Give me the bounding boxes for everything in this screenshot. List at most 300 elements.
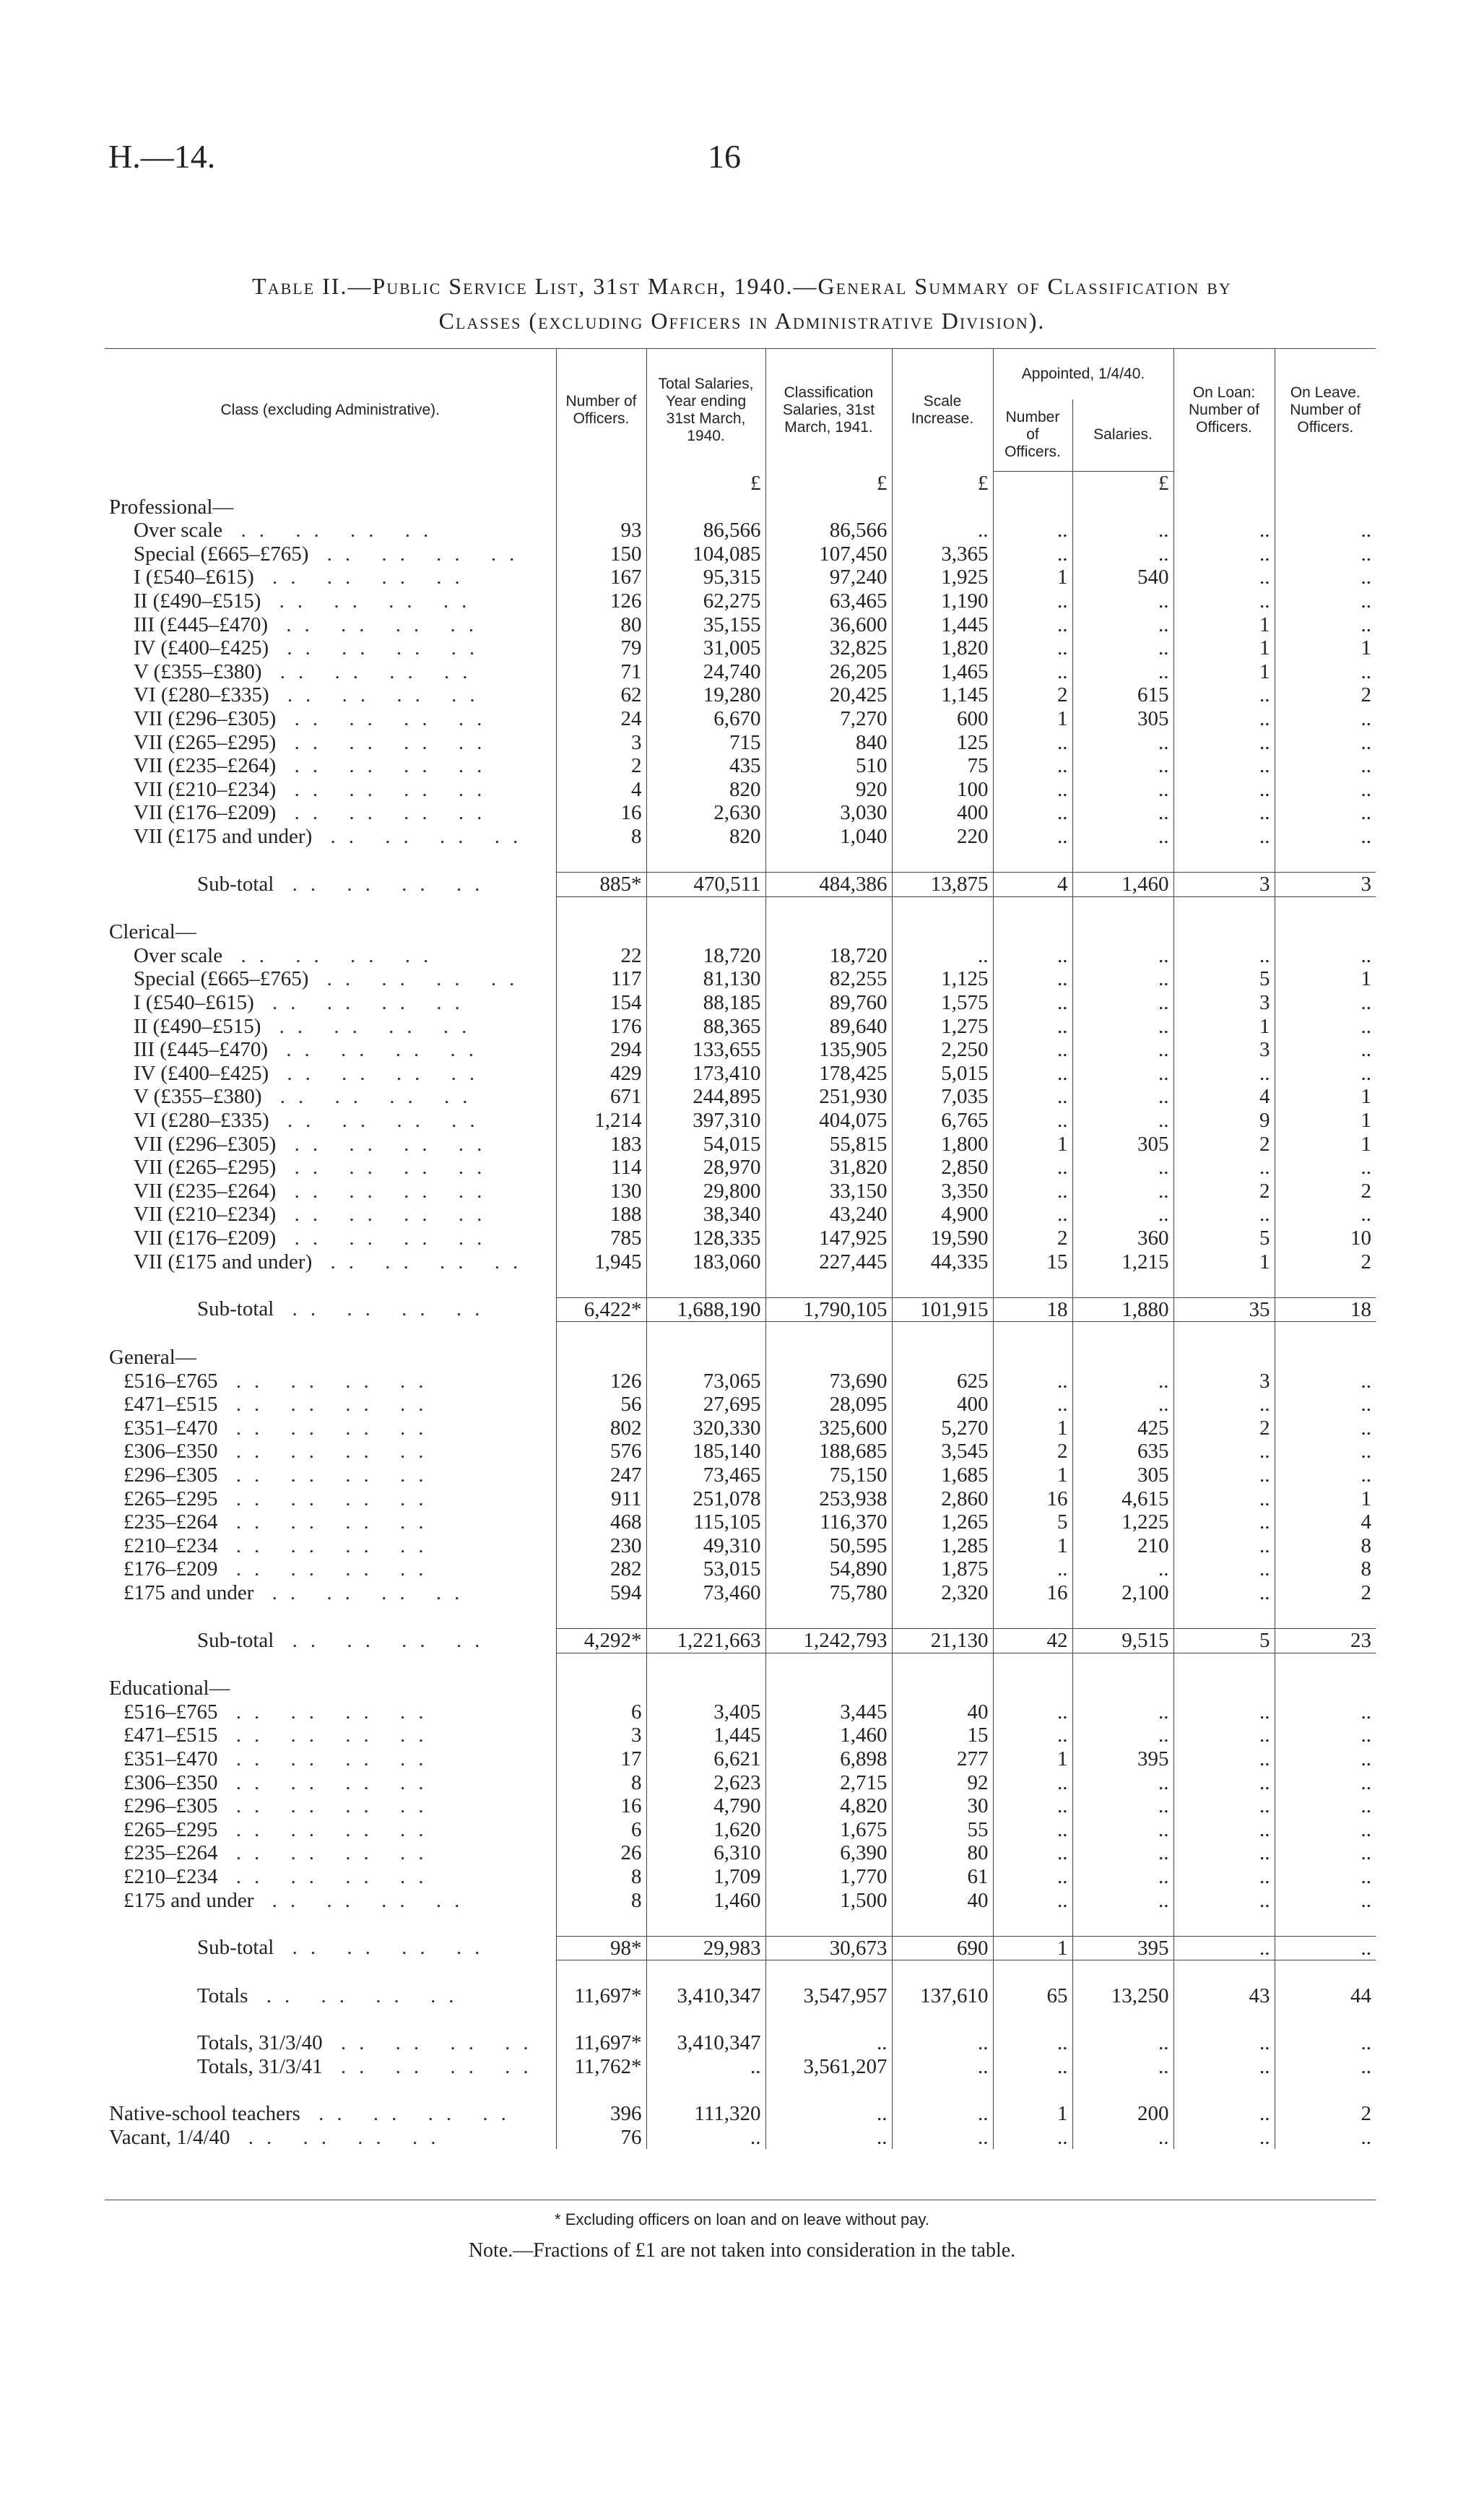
table-row bbox=[105, 1015, 1376, 1039]
value-cell: .. bbox=[1072, 1771, 1173, 1795]
value-cell: 671 bbox=[556, 1085, 646, 1109]
footnote-fractions: Note.—Fractions of £1 are not taken into consideration in the table. bbox=[468, 2239, 1016, 2262]
value-cell: .. bbox=[1275, 1818, 1376, 1842]
row-label bbox=[105, 589, 556, 613]
row-label bbox=[105, 1133, 556, 1156]
value-cell: 690 bbox=[892, 1936, 993, 1960]
row-label bbox=[105, 613, 556, 637]
row-label-text: VII (£235–£264) bbox=[134, 1179, 277, 1203]
row-label bbox=[105, 731, 556, 755]
value-cell: 7,035 bbox=[892, 1085, 993, 1109]
value-cell: .. bbox=[993, 801, 1072, 825]
table-row bbox=[105, 707, 1376, 731]
value-cell: 176 bbox=[556, 1015, 646, 1039]
row-label-text: Totals, 31/3/41 bbox=[197, 2054, 323, 2078]
row-label bbox=[105, 1700, 556, 1724]
value-cell: 35,155 bbox=[646, 613, 765, 637]
value-cell: 5 bbox=[1173, 1227, 1275, 1250]
value-cell: .. bbox=[1275, 731, 1376, 755]
empty-cell bbox=[556, 920, 646, 944]
value-cell: .. bbox=[1072, 731, 1173, 755]
value-cell: .. bbox=[993, 1038, 1072, 1062]
spacer-cell bbox=[105, 1912, 556, 1936]
value-cell: 15 bbox=[993, 1250, 1072, 1274]
empty-cell bbox=[892, 1677, 993, 1700]
value-cell: 75 bbox=[892, 754, 993, 778]
value-cell: .. bbox=[1275, 1771, 1376, 1795]
section-heading-row bbox=[105, 1677, 1376, 1700]
value-cell: 2 bbox=[993, 683, 1072, 707]
value-cell: .. bbox=[1275, 754, 1376, 778]
leader-dots: .. .. .. .. bbox=[322, 2054, 542, 2078]
col-num-officers-header: Number of Officers. bbox=[556, 349, 646, 472]
col-on-leave-header: On Leave. Number of Officers. bbox=[1275, 349, 1376, 472]
table-header bbox=[105, 349, 1376, 472]
value-cell: 23 bbox=[1275, 1629, 1376, 1653]
currency-cell bbox=[993, 472, 1072, 496]
value-cell: 75,780 bbox=[765, 1581, 892, 1605]
value-cell: 820 bbox=[646, 825, 765, 849]
leader-dots: .. .. .. .. bbox=[217, 1865, 437, 1889]
value-cell: 1,675 bbox=[765, 1818, 892, 1842]
value-cell: 95,315 bbox=[646, 566, 765, 589]
value-cell: .. bbox=[1173, 2126, 1275, 2150]
value-cell: .. bbox=[1173, 1557, 1275, 1581]
currency-cell: £ bbox=[646, 472, 765, 496]
value-cell: .. bbox=[993, 589, 1072, 613]
value-cell: 11,697* bbox=[556, 1984, 646, 2008]
table-row bbox=[105, 1794, 1376, 1818]
value-cell: 82,255 bbox=[765, 967, 892, 991]
empty-cell bbox=[1173, 1677, 1275, 1700]
row-label bbox=[105, 1724, 556, 1747]
value-cell: 3,365 bbox=[892, 542, 993, 566]
value-cell: 435 bbox=[646, 754, 765, 778]
row-label bbox=[105, 1747, 556, 1771]
row-label-text: £175 and under bbox=[123, 1581, 254, 1604]
value-cell: .. bbox=[765, 2031, 892, 2055]
currency-cell: £ bbox=[765, 472, 892, 496]
spacer-cell bbox=[765, 849, 892, 873]
table-row bbox=[105, 1534, 1376, 1558]
value-cell: 1,800 bbox=[892, 1133, 993, 1156]
row-label bbox=[105, 1015, 556, 1039]
value-cell: 1,275 bbox=[892, 1015, 993, 1039]
value-cell: .. bbox=[1275, 1841, 1376, 1865]
value-cell: .. bbox=[1173, 1062, 1275, 1086]
value-cell: 3 bbox=[1275, 873, 1376, 897]
value-cell: 600 bbox=[892, 707, 993, 731]
value-cell: 38,340 bbox=[646, 1203, 765, 1227]
value-cell: 2,100 bbox=[1072, 1581, 1173, 1605]
row-label-text: VII (£296–£305) bbox=[134, 1132, 277, 1156]
row-label-text: Totals bbox=[197, 1984, 248, 2007]
value-cell: 7,270 bbox=[765, 707, 892, 731]
row-label-text: £210–£234 bbox=[123, 1534, 218, 1557]
col-classification-salaries-header: Classification Salaries, 31st March, 1941. bbox=[765, 349, 892, 472]
row-label-text: II (£490–£515) bbox=[134, 1014, 261, 1038]
row-label bbox=[105, 1865, 556, 1889]
spacer-cell bbox=[892, 2078, 993, 2102]
value-cell: .. bbox=[1275, 2126, 1376, 2150]
value-cell: 1 bbox=[1275, 1085, 1376, 1109]
spacer-row bbox=[105, 896, 1376, 920]
value-cell: 1,880 bbox=[1072, 1297, 1173, 1322]
row-label bbox=[105, 1250, 556, 1274]
value-cell: .. bbox=[993, 944, 1072, 968]
value-cell: 396 bbox=[556, 2102, 646, 2126]
spacer-cell bbox=[1275, 1274, 1376, 1297]
value-cell: .. bbox=[993, 1085, 1072, 1109]
value-cell: 88,365 bbox=[646, 1015, 765, 1039]
row-label-text: VI (£280–£335) bbox=[134, 1109, 269, 1133]
spacer-row bbox=[105, 1653, 1376, 1677]
value-cell: .. bbox=[993, 660, 1072, 684]
spacer-cell bbox=[765, 1912, 892, 1936]
row-label bbox=[105, 707, 556, 731]
row-label-text: Sub-total bbox=[197, 1297, 274, 1321]
leader-dots: .. .. .. .. bbox=[217, 1369, 437, 1393]
spacer-cell bbox=[1173, 1653, 1275, 1677]
value-cell: .. bbox=[993, 1203, 1072, 1227]
row-label-text: Totals, 31/3/40 bbox=[197, 2031, 323, 2055]
spacer-cell bbox=[765, 896, 892, 920]
value-cell: 3,561,207 bbox=[765, 2055, 892, 2079]
spacer-cell bbox=[646, 1322, 765, 1346]
row-label-text: V (£355–£380) bbox=[134, 660, 262, 683]
value-cell: .. bbox=[1072, 1724, 1173, 1747]
leader-dots: .. .. .. .. bbox=[217, 1747, 437, 1771]
value-cell: 425 bbox=[1072, 1417, 1173, 1440]
value-cell: .. bbox=[1275, 991, 1376, 1015]
leader-dots: .. .. .. .. bbox=[274, 1297, 493, 1321]
value-cell: 18 bbox=[1275, 1297, 1376, 1322]
table-row bbox=[105, 1700, 1376, 1724]
value-cell: .. bbox=[1275, 566, 1376, 589]
value-cell: .. bbox=[1275, 1440, 1376, 1463]
spacer-cell bbox=[646, 2078, 765, 2102]
value-cell: .. bbox=[1173, 707, 1275, 731]
value-cell: 6,765 bbox=[892, 1109, 993, 1133]
spacer-cell bbox=[556, 1960, 646, 1984]
table-row bbox=[105, 589, 1376, 613]
value-cell: 16 bbox=[993, 1581, 1072, 1605]
value-cell: 2 bbox=[1275, 1581, 1376, 1605]
value-cell: .. bbox=[1173, 1747, 1275, 1771]
table-row bbox=[105, 801, 1376, 825]
value-cell: 178,425 bbox=[765, 1062, 892, 1086]
value-cell: 49,310 bbox=[646, 1534, 765, 1558]
value-cell: .. bbox=[1275, 1889, 1376, 1913]
table-row bbox=[105, 519, 1376, 542]
value-cell: .. bbox=[1275, 519, 1376, 542]
value-cell: .. bbox=[993, 1370, 1072, 1393]
value-cell: .. bbox=[1275, 801, 1376, 825]
value-cell: .. bbox=[1173, 1865, 1275, 1889]
section-heading-row bbox=[105, 920, 1376, 944]
row-label bbox=[105, 566, 556, 589]
row-label-text: I (£540–£615) bbox=[134, 566, 254, 589]
value-cell: 133,655 bbox=[646, 1038, 765, 1062]
table-row bbox=[105, 636, 1376, 660]
row-label-text: £516–£765 bbox=[123, 1700, 218, 1724]
section-heading-row bbox=[105, 1346, 1376, 1370]
value-cell: 3,547,957 bbox=[765, 1984, 892, 2008]
value-cell: 2 bbox=[556, 754, 646, 778]
value-cell: 253,938 bbox=[765, 1487, 892, 1511]
value-cell: 56 bbox=[556, 1393, 646, 1417]
value-cell: 1,500 bbox=[765, 1889, 892, 1913]
spacer-cell bbox=[765, 1274, 892, 1297]
spacer-row bbox=[105, 2008, 1376, 2032]
value-cell: .. bbox=[1275, 1038, 1376, 1062]
table-row bbox=[105, 1510, 1376, 1534]
leader-dots: .. .. .. .. bbox=[276, 1132, 495, 1156]
value-cell: 395 bbox=[1072, 1936, 1173, 1960]
value-cell: 210 bbox=[1072, 1534, 1173, 1558]
value-cell: 576 bbox=[556, 1440, 646, 1463]
leader-dots: .. .. .. .. bbox=[276, 777, 495, 801]
table-row bbox=[105, 1771, 1376, 1795]
value-cell: .. bbox=[1173, 1771, 1275, 1795]
spacer-cell bbox=[1275, 1322, 1376, 1346]
value-cell: .. bbox=[1173, 1818, 1275, 1842]
value-cell: 173,410 bbox=[646, 1062, 765, 1086]
value-cell: .. bbox=[1072, 1889, 1173, 1913]
leader-dots: .. .. .. .. bbox=[276, 801, 495, 825]
value-cell: .. bbox=[892, 2126, 993, 2150]
spacer-cell bbox=[892, 1653, 993, 1677]
value-cell: 885* bbox=[556, 873, 646, 897]
value-cell: 31,820 bbox=[765, 1156, 892, 1180]
row-label-text: £516–£765 bbox=[123, 1369, 218, 1393]
table-row bbox=[105, 1062, 1376, 1086]
value-cell: 89,760 bbox=[765, 991, 892, 1015]
empty-cell bbox=[993, 1677, 1072, 1700]
empty-cell bbox=[765, 1677, 892, 1700]
spacer-cell bbox=[556, 2008, 646, 2032]
value-cell: 54,015 bbox=[646, 1133, 765, 1156]
value-cell: .. bbox=[1275, 2031, 1376, 2055]
value-cell: 400 bbox=[892, 1393, 993, 1417]
value-cell: 1,445 bbox=[892, 613, 993, 637]
value-cell: 73,065 bbox=[646, 1370, 765, 1393]
value-cell: 470,511 bbox=[646, 873, 765, 897]
value-cell: .. bbox=[1072, 967, 1173, 991]
value-cell: .. bbox=[1072, 613, 1173, 637]
empty-cell bbox=[556, 1677, 646, 1700]
value-cell: 227,445 bbox=[765, 1250, 892, 1274]
value-cell: 188,685 bbox=[765, 1440, 892, 1463]
value-cell: .. bbox=[993, 967, 1072, 991]
row-label bbox=[105, 1771, 556, 1795]
value-cell: 1 bbox=[1173, 636, 1275, 660]
value-cell: .. bbox=[1072, 1700, 1173, 1724]
table-row bbox=[105, 660, 1376, 684]
leader-dots: .. .. .. .. bbox=[253, 1888, 473, 1912]
value-cell: .. bbox=[1072, 778, 1173, 802]
value-cell: .. bbox=[1173, 2055, 1275, 2079]
value-cell: .. bbox=[765, 2102, 892, 2126]
value-cell: .. bbox=[1173, 778, 1275, 802]
value-cell: 137,610 bbox=[892, 1984, 993, 2008]
leader-dots: .. .. .. .. bbox=[217, 1770, 437, 1794]
spacer-cell bbox=[993, 1960, 1072, 1984]
value-cell: .. bbox=[1173, 2102, 1275, 2126]
value-cell: 35 bbox=[1173, 1297, 1275, 1322]
spacer-cell bbox=[1275, 1960, 1376, 1984]
value-cell: 4 bbox=[993, 873, 1072, 897]
value-cell: 6,670 bbox=[646, 707, 765, 731]
row-label bbox=[105, 1417, 556, 1440]
value-cell: 397,310 bbox=[646, 1109, 765, 1133]
currency-cell: £ bbox=[1072, 472, 1173, 496]
value-cell: 4 bbox=[1275, 1510, 1376, 1534]
spacer-cell bbox=[556, 849, 646, 873]
value-cell: 2,250 bbox=[892, 1038, 993, 1062]
spacer-cell bbox=[556, 1274, 646, 1297]
value-cell: 244,895 bbox=[646, 1085, 765, 1109]
value-cell: 16 bbox=[556, 801, 646, 825]
table-row bbox=[105, 1865, 1376, 1889]
table-row bbox=[105, 1203, 1376, 1227]
spacer-cell bbox=[1275, 1605, 1376, 1629]
spacer-cell bbox=[993, 1605, 1072, 1629]
spacer-cell bbox=[892, 1605, 993, 1629]
row-label-text: £265–£295 bbox=[123, 1487, 218, 1510]
empty-cell bbox=[646, 920, 765, 944]
row-label-text: Native-school teachers bbox=[109, 2101, 300, 2125]
leader-dots: .. .. .. .. bbox=[253, 566, 473, 589]
row-label-text: Sub-total bbox=[197, 872, 274, 896]
value-cell: 3 bbox=[1173, 1370, 1275, 1393]
value-cell: 277 bbox=[892, 1747, 993, 1771]
value-cell: 167 bbox=[556, 566, 646, 589]
value-cell: 1,040 bbox=[765, 825, 892, 849]
leader-dots: .. .. .. .. bbox=[217, 1841, 437, 1865]
spacer-cell bbox=[1275, 1653, 1376, 1677]
value-cell: 1 bbox=[1275, 967, 1376, 991]
value-cell: 540 bbox=[1072, 566, 1173, 589]
value-cell: 3,030 bbox=[765, 801, 892, 825]
leader-dots: .. .. .. .. bbox=[217, 1817, 437, 1841]
subtotal-row bbox=[105, 873, 1376, 897]
table-row bbox=[105, 991, 1376, 1015]
value-cell: 4,615 bbox=[1072, 1487, 1173, 1511]
value-cell: .. bbox=[1072, 519, 1173, 542]
value-cell: .. bbox=[1275, 825, 1376, 849]
value-cell: 79 bbox=[556, 636, 646, 660]
value-cell: 98* bbox=[556, 1936, 646, 1960]
value-cell: .. bbox=[1072, 1557, 1173, 1581]
value-cell: .. bbox=[1173, 1487, 1275, 1511]
row-label-text: Vacant, 1/4/40 bbox=[109, 2125, 230, 2149]
value-cell: .. bbox=[1173, 1156, 1275, 1180]
row-label-text: £265–£295 bbox=[123, 1817, 218, 1841]
spacer-cell bbox=[105, 896, 556, 920]
spacer-cell bbox=[105, 2008, 556, 2032]
value-cell: .. bbox=[993, 991, 1072, 1015]
spacer-cell bbox=[105, 1653, 556, 1677]
value-cell: 86,566 bbox=[765, 519, 892, 542]
row-label-text: Over scale bbox=[134, 943, 223, 967]
value-cell: .. bbox=[1275, 1865, 1376, 1889]
value-cell: .. bbox=[993, 542, 1072, 566]
value-cell: 4,900 bbox=[892, 1203, 993, 1227]
value-cell: .. bbox=[1072, 754, 1173, 778]
value-cell: 429 bbox=[556, 1062, 646, 1086]
spacer-cell bbox=[646, 2008, 765, 2032]
row-label-text: £175 and under bbox=[123, 1888, 254, 1912]
empty-cell bbox=[556, 1346, 646, 1370]
empty-cell bbox=[892, 1346, 993, 1370]
currency-row bbox=[105, 472, 1376, 496]
col-scale-increase-header: Scale Increase. bbox=[892, 349, 993, 472]
value-cell: .. bbox=[1072, 660, 1173, 684]
value-cell: .. bbox=[1275, 1724, 1376, 1747]
value-cell: .. bbox=[1072, 1109, 1173, 1133]
value-cell: 1,265 bbox=[892, 1510, 993, 1534]
totals-row bbox=[105, 1984, 1376, 2008]
spacer-cell bbox=[646, 849, 765, 873]
value-cell: 62 bbox=[556, 683, 646, 707]
spacer-row bbox=[105, 1912, 1376, 1936]
extra-row bbox=[105, 2102, 1376, 2126]
row-label bbox=[105, 1393, 556, 1417]
value-cell: 1,575 bbox=[892, 991, 993, 1015]
row-label bbox=[105, 1841, 556, 1865]
value-cell: 40 bbox=[892, 1700, 993, 1724]
value-cell: .. bbox=[1072, 2055, 1173, 2079]
value-cell: .. bbox=[1275, 1417, 1376, 1440]
row-label bbox=[105, 2126, 556, 2150]
value-cell: .. bbox=[1275, 1203, 1376, 1227]
row-label bbox=[105, 778, 556, 802]
value-cell: 5 bbox=[1173, 1629, 1275, 1653]
leader-dots: .. .. .. .. bbox=[222, 943, 442, 967]
value-cell: 111,320 bbox=[646, 2102, 765, 2126]
spacer-cell bbox=[1173, 1274, 1275, 1297]
row-label bbox=[105, 636, 556, 660]
value-cell: 400 bbox=[892, 801, 993, 825]
spacer-cell bbox=[1275, 1912, 1376, 1936]
value-cell: 2 bbox=[1275, 683, 1376, 707]
row-label bbox=[105, 801, 556, 825]
table-row bbox=[105, 1417, 1376, 1440]
value-cell: 88,185 bbox=[646, 991, 765, 1015]
spacer-cell bbox=[993, 2078, 1072, 2102]
value-cell: 150 bbox=[556, 542, 646, 566]
table-row bbox=[105, 683, 1376, 707]
row-label bbox=[105, 1534, 556, 1558]
row-label bbox=[105, 1936, 556, 1960]
row-label bbox=[105, 873, 556, 897]
currency-cell: £ bbox=[892, 472, 993, 496]
series-code: H.—14. bbox=[108, 138, 216, 175]
section-heading: General— bbox=[109, 1345, 196, 1369]
value-cell: .. bbox=[1173, 731, 1275, 755]
spacer-cell bbox=[892, 849, 993, 873]
leader-dots: .. .. .. .. bbox=[312, 824, 531, 848]
leader-dots: .. .. .. .. bbox=[269, 1061, 488, 1085]
value-cell: .. bbox=[1072, 589, 1173, 613]
table-row bbox=[105, 1463, 1376, 1487]
row-label bbox=[105, 2102, 556, 2126]
value-cell: .. bbox=[1072, 991, 1173, 1015]
value-cell: .. bbox=[993, 1109, 1072, 1133]
value-cell: 107,450 bbox=[765, 542, 892, 566]
row-label-text: V (£355–£380) bbox=[134, 1085, 262, 1109]
